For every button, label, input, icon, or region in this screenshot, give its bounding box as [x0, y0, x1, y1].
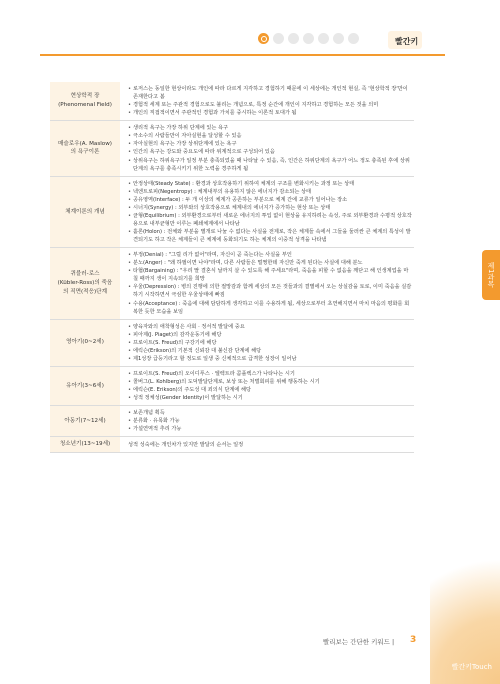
row-label: 현상학적 장 (Phenomenal Field) [50, 82, 120, 121]
list-item: • 수용(Acceptance) : 죽음에 대해 담담하게 생각하고 이를 수용하게 됨, 세상으로부터 초연해지면서 마치 마음의 평화를 회복한 듯한 모습을 보임 [128, 300, 412, 316]
list-item: • 보존개념 획득 [128, 409, 412, 417]
row-content [120, 248, 414, 320]
list-item: • 콜버그(L. Kohlberg)의 도덕발달단계로, 보상 또는 처벌회피를 위해 행동하는 시기 [128, 378, 412, 386]
list-item: • 피아제(J. Piaget)의 감각운동기에 해당 [128, 331, 412, 339]
chapter-side-tab[interactable]: 제1과목 [482, 250, 500, 300]
top-spacer [0, 0, 500, 30]
row-label: 영아기(0~2세) [50, 319, 120, 366]
list-item: • 에릭슨(Erikson)의 기본적 신뢰감 대 불신감 단계에 해당 [128, 347, 412, 355]
row-label: 체계이론의 개념 [50, 176, 120, 248]
row-content [120, 82, 414, 121]
list-item: • 인간의 욕구는 강도와 중요도에 따라 위계적으로 구성되어 있음 [128, 148, 412, 156]
table-row [50, 319, 414, 366]
nav-dot-icon[interactable] [318, 33, 329, 44]
bullet-list [128, 251, 412, 316]
bullet-list [128, 180, 412, 245]
nav-dot-icon[interactable] [333, 33, 344, 44]
table-row [50, 82, 414, 121]
list-item: • 시너지(Synergy) : 외부와의 상호작용으로 체계내의 에너지가 증가하는 현상 또는 상태 [128, 204, 412, 212]
table-row [50, 437, 414, 453]
row-content [120, 406, 414, 437]
list-item: • 제1성장 급등기라고 할 정도로 일생 중 신체적으로 급격한 성장이 일어남 [128, 355, 412, 363]
row-content [120, 366, 414, 405]
list-item: • 상위욕구는 하위욕구가 일정 부분 충족되었을 때 나타날 수 있음, 즉, 인간은 하위단계의 욕구가 어느 정도 충족된 후에 상위단계의 욕구를 충족시키기 위한 노력을 경주하게 됨 [128, 157, 412, 173]
row-content: 성적 성숙에는 개인차가 있지만 발달의 순서는 일정 [120, 437, 414, 453]
list-item: • 안정상태(Steady State) : 환경과 상호작용하기 위하여 체계의 구조를 변화시키는 과정 또는 상태 [128, 180, 412, 188]
chapter-nav [258, 33, 359, 44]
list-item: • 생리적 욕구는 가장 하위 단계에 있는 욕구 [128, 124, 412, 132]
nav-dot-icon[interactable] [303, 33, 314, 44]
list-item: • 양육자와의 애착형성은 사회 · 정서적 발달에 중요 [128, 323, 412, 331]
page-number: 3 [410, 635, 417, 645]
list-item: • 개인의 직접적이면서 주관적인 경험과 가치를 중시하는 이론적 토대가 됨 [128, 109, 412, 117]
search-icon[interactable] [258, 33, 269, 44]
list-item: • 극소수의 사람들만이 자아실현을 달성할 수 있음 [128, 132, 412, 140]
table-row [50, 121, 414, 176]
keyword-table [50, 82, 414, 453]
list-item: • 분노(Anger) : "왜 하필이면 나야"라며, 다른 사람들은 멀쩡한데 자신만 죽게 된다는 사실에 대해 분노 [128, 259, 412, 267]
list-item: • 넥엔트로피(Negentropy) : 체계내부의 유용하지 않은 에너지가 감소되는 상태 [128, 188, 412, 196]
table-row [50, 406, 414, 437]
list-item: • 균형(Equilibrium) : 외부환경으로부터 새로운 에너지의 투입 없이 현상을 유지하려는 속성, 주로 외부환경과 수평적 상호작용으로 내부균형만 이루는 폐쇄체계에서 나타남 [128, 212, 412, 228]
row-label: 퀴블러-로스 (Kübler-Ross)의 죽음 의 직면(적응)단계 [50, 248, 120, 320]
corner-deco-text: 빨간키Touch [451, 663, 492, 671]
row-label: 유아기(3~6세) [50, 366, 120, 405]
footer-title [323, 637, 394, 646]
list-item: • 우울(Depression) : 병의 진행에 의한 절망감과 함께 세상의 모든 것들과의 결별에서 오는 상실감을 토로, 이미 죽음을 실감하기 시작하면서 극심한 우울상태에 빠짐 [128, 283, 412, 299]
list-item: • 부정(Denial) : "그럴 리가 없어"라며, 자신이 곧 죽는다는 사실을 부인 [128, 251, 412, 259]
list-item: • 분류화 · 유목화 가능 [128, 417, 412, 425]
list-item: • 프로이트(S. Freud)의 구강기에 해당 [128, 339, 412, 347]
row-content [120, 121, 414, 176]
list-item: • 홀론(Holon) : 전체와 부분을 별개로 나눌 수 없다는 사실을 전제로, 작은 체계들 속에서 그들을 둘러싼 큰 체계의 특성이 발견되기도 하고 작은 체계들이 큰 체계에 동화되기도 하는 체계의 이중적 성격을 나타냄 [128, 228, 412, 244]
list-item: • 프로이트(S. Freud)의 오이디푸스 · 엘렉트라 콤플렉스가 나타나는 시기 [128, 370, 412, 378]
footer-text: 빨리보는 간단한 키워드 [323, 638, 390, 646]
list-item: • 타협(Bargaining) : "우리 딸 결혼식 날까지 살 수 있도록 해 주세요"라며, 죽음을 피할 수 없음을 깨닫고 해 인생계업을 마칠 때까지 생이 지속되기를 희망 [128, 267, 412, 283]
list-item: • 에릭슨(E. Erikson)의 주도성 대 죄의식 단계에 해당 [128, 386, 412, 394]
nav-dot-icon[interactable] [348, 33, 359, 44]
bullet-list [128, 409, 412, 433]
footer-separator: | [392, 638, 395, 646]
table-row [50, 248, 414, 320]
bullet-list [128, 124, 412, 172]
header-rule [40, 54, 445, 56]
row-content [120, 176, 414, 248]
row-content [120, 319, 414, 366]
row-label: 매슬로우(A. Maslow) 의 욕구이론 [50, 121, 120, 176]
table-row [50, 366, 414, 405]
list-item: • 가설연역적 추리 가능 [128, 425, 412, 433]
list-item: • 경험적 세계 또는 주관적 경험으로도 불리는 개념으로, 특정 순간에 개인이 지각하고 경험하는 모든 것을 의미 [128, 101, 412, 109]
nav-dot-icon[interactable] [288, 33, 299, 44]
bullet-list [128, 370, 412, 402]
section-tab-label: 빨간키 [395, 37, 419, 46]
list-item: • 공유영역(Interface) : 두 개 이상의 체계가 공존하는 부분으로 체계 간에 교류가 일어나는 장소 [128, 196, 412, 204]
row-label: 아동기(7~12세) [50, 406, 120, 437]
row-label: 청소년기(13~19세) [50, 437, 120, 453]
list-item: • 로저스는 동일한 현상이라도 개인에 따라 다르게 지각하고 경험하기 때문에 이 세상에는 개인적 현실, 즉 '현상학적 장'만이 존재한다고 봄 [128, 85, 412, 101]
bullet-list [128, 323, 412, 363]
bullet-list [128, 85, 412, 117]
list-item: • 자아실현의 욕구는 가장 상위단계에 있는 욕구 [128, 140, 412, 148]
table-row [50, 176, 414, 248]
nav-dot-icon[interactable] [273, 33, 284, 44]
list-item: • 성적 정체성(Gender Identity)이 발달하는 시기 [128, 394, 412, 402]
